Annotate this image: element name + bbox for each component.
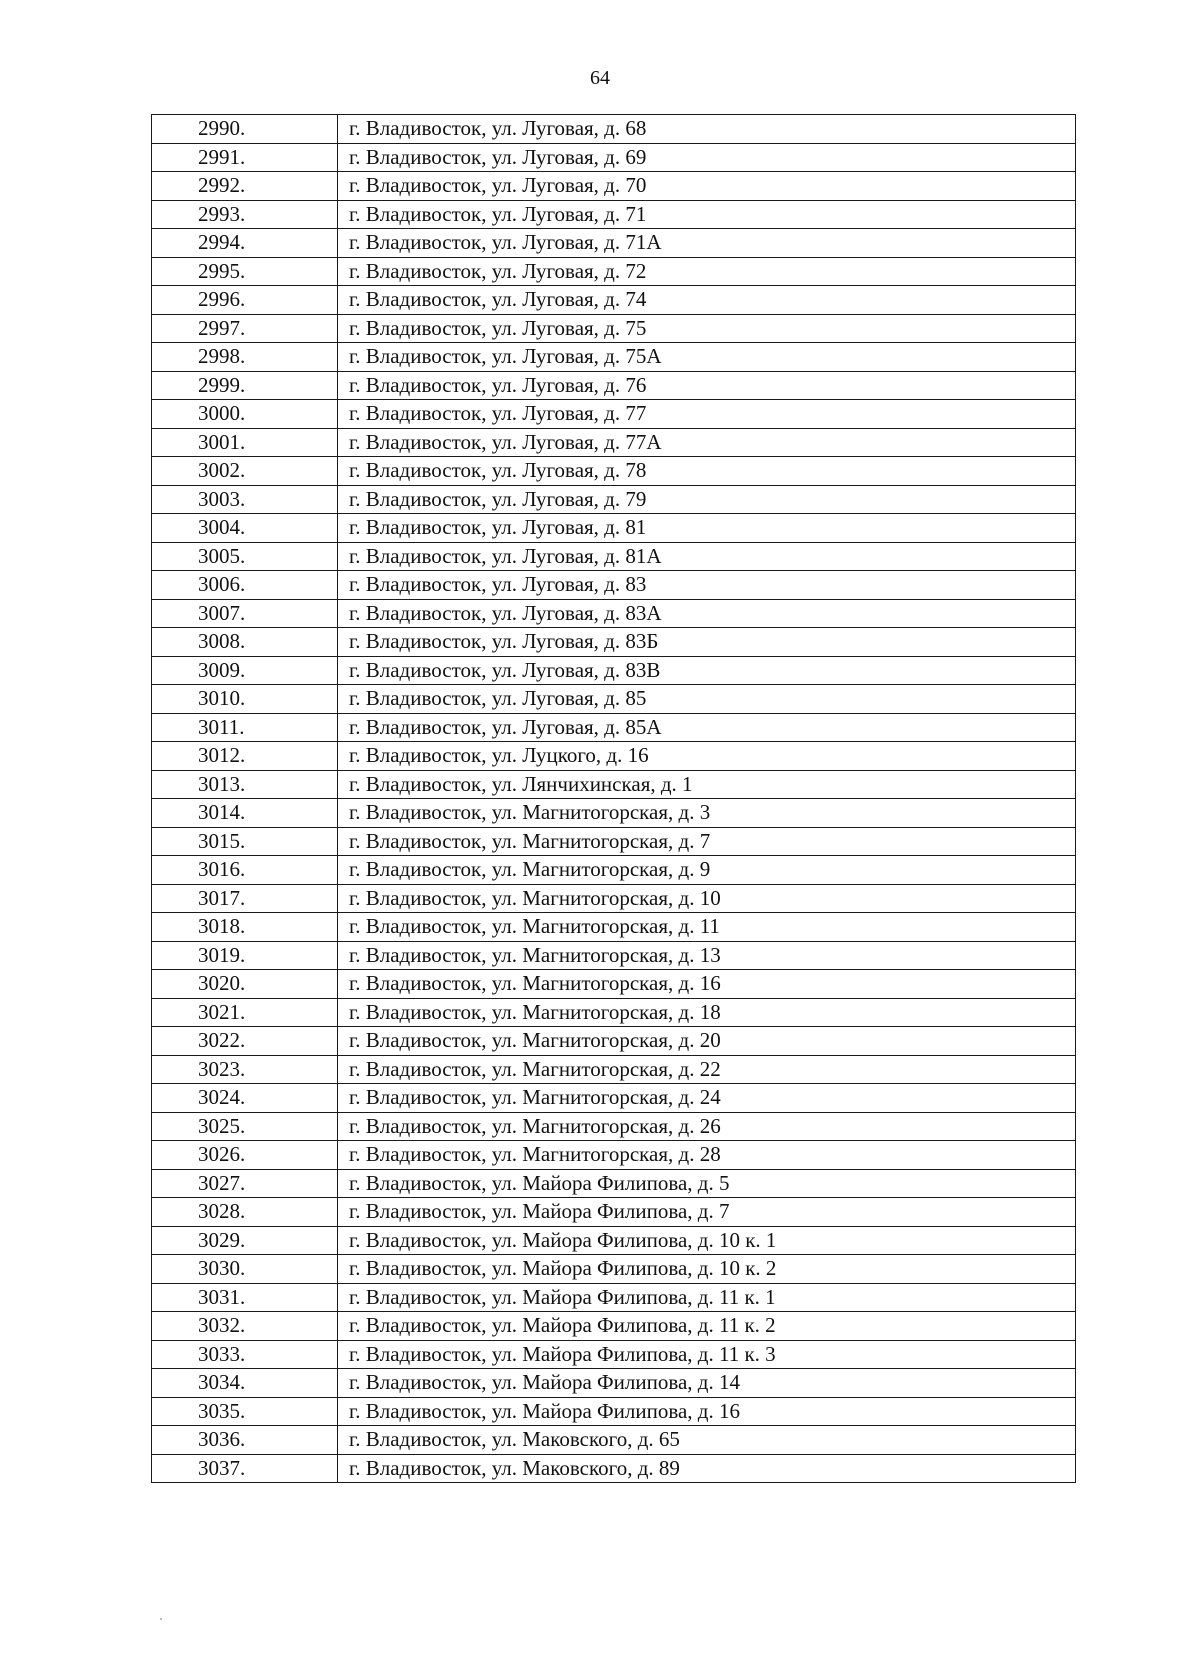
- row-number: 3020.: [152, 970, 338, 999]
- table-row: [152, 115, 1076, 144]
- row-address: г. Владивосток, ул. Луговая, д. 72: [338, 257, 1076, 286]
- row-address: г. Владивосток, ул. Луговая, д. 81А: [338, 542, 1076, 571]
- row-address: г. Владивосток, ул. Майора Филипова, д. 11 к. 2: [338, 1312, 1076, 1341]
- row-number: 3036.: [152, 1426, 338, 1455]
- table-row: [152, 913, 1076, 942]
- row-number: 3029.: [152, 1226, 338, 1255]
- address-rows: [152, 115, 1076, 1483]
- table-row: [152, 713, 1076, 742]
- row-address: г. Владивосток, ул. Луговая, д. 83В: [338, 656, 1076, 685]
- row-address: г. Владивосток, ул. Лянчихинская, д. 1: [338, 770, 1076, 799]
- table-row: [152, 1369, 1076, 1398]
- row-address: г. Владивосток, ул. Луговая, д. 85: [338, 685, 1076, 714]
- table-row: [152, 400, 1076, 429]
- row-address: г. Владивосток, ул. Луговая, д. 75А: [338, 343, 1076, 372]
- row-number: 2997.: [152, 314, 338, 343]
- table-row: [152, 143, 1076, 172]
- row-number: 3030.: [152, 1255, 338, 1284]
- row-address: г. Владивосток, ул. Магнитогорская, д. 28: [338, 1141, 1076, 1170]
- row-number: 3032.: [152, 1312, 338, 1341]
- table-row: [152, 856, 1076, 885]
- table-row: [152, 542, 1076, 571]
- row-number: 2993.: [152, 200, 338, 229]
- row-address: г. Владивосток, ул. Магнитогорская, д. 3: [338, 799, 1076, 828]
- row-number: 3021.: [152, 998, 338, 1027]
- row-address: г. Владивосток, ул. Майора Филипова, д. 10 к. 1: [338, 1226, 1076, 1255]
- row-number: 3023.: [152, 1055, 338, 1084]
- table-row: [152, 1226, 1076, 1255]
- table-row: [152, 257, 1076, 286]
- row-number: 3007.: [152, 599, 338, 628]
- row-number: 2998.: [152, 343, 338, 372]
- table-row: [152, 970, 1076, 999]
- table-row: [152, 770, 1076, 799]
- table-row: [152, 1283, 1076, 1312]
- row-number: 3035.: [152, 1397, 338, 1426]
- row-address: г. Владивосток, ул. Луцкого, д. 16: [338, 742, 1076, 771]
- table-row: [152, 1027, 1076, 1056]
- row-number: 3026.: [152, 1141, 338, 1170]
- table-row: [152, 998, 1076, 1027]
- row-number: 3012.: [152, 742, 338, 771]
- row-number: 2992.: [152, 172, 338, 201]
- table-row: [152, 656, 1076, 685]
- row-address: г. Владивосток, ул. Магнитогорская, д. 16: [338, 970, 1076, 999]
- row-number: 2994.: [152, 229, 338, 258]
- row-address: г. Владивосток, ул. Магнитогорская, д. 11: [338, 913, 1076, 942]
- table-row: [152, 1169, 1076, 1198]
- table-row: [152, 827, 1076, 856]
- table-row: [152, 1454, 1076, 1483]
- row-address: г. Владивосток, ул. Луговая, д. 77А: [338, 428, 1076, 457]
- row-number: 3010.: [152, 685, 338, 714]
- row-address: г. Владивосток, ул. Луговая, д. 70: [338, 172, 1076, 201]
- row-number: 3024.: [152, 1084, 338, 1113]
- row-number: 3034.: [152, 1369, 338, 1398]
- table-row: [152, 599, 1076, 628]
- address-table: [151, 114, 1076, 1483]
- row-address: г. Владивосток, ул. Луговая, д. 83Б: [338, 628, 1076, 657]
- table-row: [152, 1312, 1076, 1341]
- scan-speck: [160, 1618, 162, 1620]
- row-number: 3022.: [152, 1027, 338, 1056]
- row-address: г. Владивосток, ул. Луговая, д. 78: [338, 457, 1076, 486]
- table-row: [152, 200, 1076, 229]
- row-address: г. Владивосток, ул. Луговая, д. 71: [338, 200, 1076, 229]
- row-address: г. Владивосток, ул. Луговая, д. 74: [338, 286, 1076, 315]
- row-address: г. Владивосток, ул. Луговая, д. 83: [338, 571, 1076, 600]
- table-row: [152, 1340, 1076, 1369]
- table-row: [152, 685, 1076, 714]
- row-address: г. Владивосток, ул. Магнитогорская, д. 7: [338, 827, 1076, 856]
- row-address: г. Владивосток, ул. Магнитогорская, д. 22: [338, 1055, 1076, 1084]
- table-row: [152, 1198, 1076, 1227]
- row-number: 3033.: [152, 1340, 338, 1369]
- row-address: г. Владивосток, ул. Майора Филипова, д. 10 к. 2: [338, 1255, 1076, 1284]
- row-number: 3002.: [152, 457, 338, 486]
- row-address: г. Владивосток, ул. Луговая, д. 75: [338, 314, 1076, 343]
- row-address: г. Владивосток, ул. Майора Филипова, д. 14: [338, 1369, 1076, 1398]
- table-row: [152, 1255, 1076, 1284]
- row-address: г. Владивосток, ул. Магнитогорская, д. 26: [338, 1112, 1076, 1141]
- table-row: [152, 314, 1076, 343]
- table-row: [152, 1397, 1076, 1426]
- table-row: [152, 1141, 1076, 1170]
- table-row: [152, 571, 1076, 600]
- table-row: [152, 628, 1076, 657]
- row-number: 3018.: [152, 913, 338, 942]
- table-row: [152, 884, 1076, 913]
- row-number: 2996.: [152, 286, 338, 315]
- row-number: 3000.: [152, 400, 338, 429]
- row-number: 3015.: [152, 827, 338, 856]
- row-address: г. Владивосток, ул. Магнитогорская, д. 13: [338, 941, 1076, 970]
- table-row: [152, 1426, 1076, 1455]
- row-address: г. Владивосток, ул. Луговая, д. 68: [338, 115, 1076, 144]
- row-number: 3013.: [152, 770, 338, 799]
- row-address: г. Владивосток, ул. Магнитогорская, д. 24: [338, 1084, 1076, 1113]
- row-address: г. Владивосток, ул. Луговая, д. 85А: [338, 713, 1076, 742]
- row-address: г. Владивосток, ул. Маковского, д. 65: [338, 1426, 1076, 1455]
- row-number: 3008.: [152, 628, 338, 657]
- table-row: [152, 371, 1076, 400]
- row-address: г. Владивосток, ул. Майора Филипова, д. 11 к. 1: [338, 1283, 1076, 1312]
- row-address: г. Владивосток, ул. Майора Филипова, д. 5: [338, 1169, 1076, 1198]
- row-number: 3017.: [152, 884, 338, 913]
- row-number: 3009.: [152, 656, 338, 685]
- table-row: [152, 742, 1076, 771]
- row-number: 3037.: [152, 1454, 338, 1483]
- row-address: г. Владивосток, ул. Луговая, д. 69: [338, 143, 1076, 172]
- table-row: [152, 457, 1076, 486]
- table-row: [152, 428, 1076, 457]
- row-number: 3016.: [152, 856, 338, 885]
- row-number: 3028.: [152, 1198, 338, 1227]
- row-address: г. Владивосток, ул. Магнитогорская, д. 18: [338, 998, 1076, 1027]
- row-number: 3004.: [152, 514, 338, 543]
- row-number: 3025.: [152, 1112, 338, 1141]
- table-row: [152, 286, 1076, 315]
- row-number: 3001.: [152, 428, 338, 457]
- table-row: [152, 485, 1076, 514]
- row-address: г. Владивосток, ул. Магнитогорская, д. 9: [338, 856, 1076, 885]
- row-number: 3027.: [152, 1169, 338, 1198]
- table-row: [152, 229, 1076, 258]
- row-address: г. Владивосток, ул. Луговая, д. 79: [338, 485, 1076, 514]
- row-address: г. Владивосток, ул. Майора Филипова, д. 11 к. 3: [338, 1340, 1076, 1369]
- row-address: г. Владивосток, ул. Луговая, д. 83А: [338, 599, 1076, 628]
- row-number: 3019.: [152, 941, 338, 970]
- row-address: г. Владивосток, ул. Майора Филипова, д. 16: [338, 1397, 1076, 1426]
- row-address: г. Владивосток, ул. Луговая, д. 71А: [338, 229, 1076, 258]
- table-row: [152, 1084, 1076, 1113]
- row-number: 3014.: [152, 799, 338, 828]
- table-row: [152, 941, 1076, 970]
- table-row: [152, 343, 1076, 372]
- row-number: 3006.: [152, 571, 338, 600]
- row-number: 3031.: [152, 1283, 338, 1312]
- row-address: г. Владивосток, ул. Луговая, д. 81: [338, 514, 1076, 543]
- row-address: г. Владивосток, ул. Луговая, д. 77: [338, 400, 1076, 429]
- row-address: г. Владивосток, ул. Магнитогорская, д. 10: [338, 884, 1076, 913]
- table-row: [152, 514, 1076, 543]
- row-address: г. Владивосток, ул. Луговая, д. 76: [338, 371, 1076, 400]
- page-number: 64: [590, 67, 610, 89]
- row-address: г. Владивосток, ул. Магнитогорская, д. 20: [338, 1027, 1076, 1056]
- row-number: 2990.: [152, 115, 338, 144]
- row-number: 2995.: [152, 257, 338, 286]
- table-row: [152, 1055, 1076, 1084]
- table-row: [152, 799, 1076, 828]
- table-row: [152, 1112, 1076, 1141]
- row-number: 2999.: [152, 371, 338, 400]
- row-number: 3005.: [152, 542, 338, 571]
- row-number: 2991.: [152, 143, 338, 172]
- row-number: 3003.: [152, 485, 338, 514]
- row-number: 3011.: [152, 713, 338, 742]
- row-address: г. Владивосток, ул. Майора Филипова, д. 7: [338, 1198, 1076, 1227]
- row-address: г. Владивосток, ул. Маковского, д. 89: [338, 1454, 1076, 1483]
- table-row: [152, 172, 1076, 201]
